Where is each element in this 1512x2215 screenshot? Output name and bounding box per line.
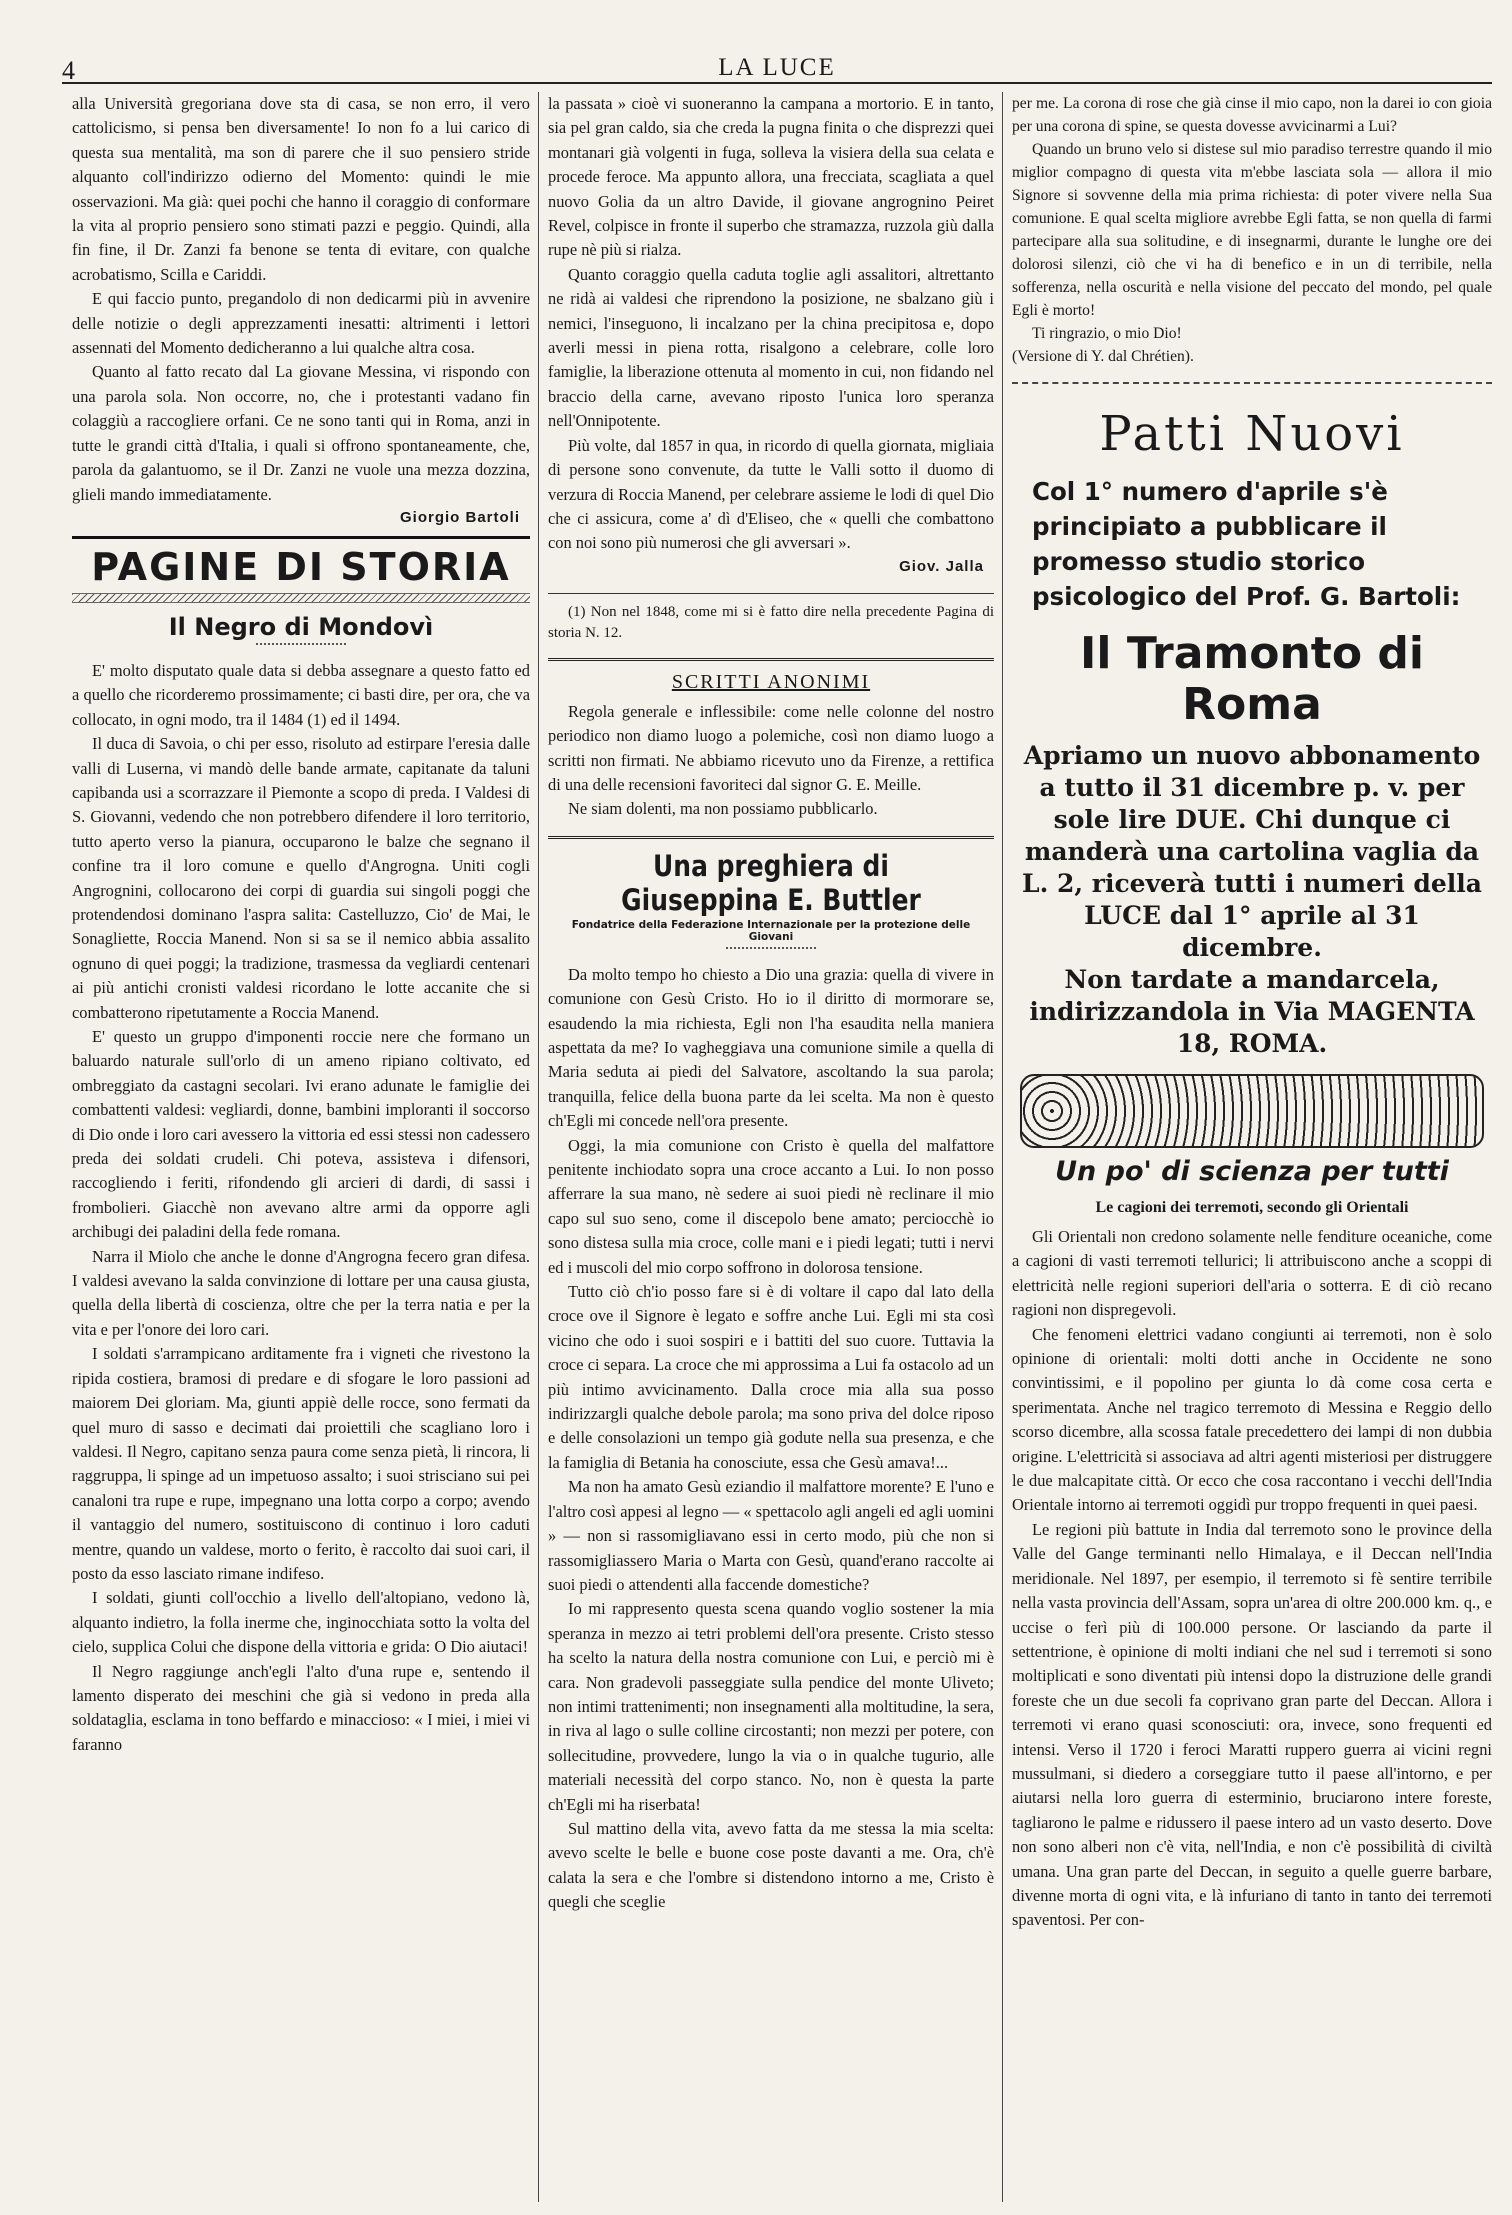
signature: Giorgio Bartoli <box>400 508 520 526</box>
section-rule <box>1012 382 1492 384</box>
paragraph: Oggi, la mia comunione con Cristo è quella del malfattore penitente inchiodato sopra una croce accanto a Lui. Io non posso afferrare la sua mano, nè sedere ai suoi piedi nè reclinare il mio capo sul suo seno, come il discepolo bene amato; perciocchè io sono distesa sulla mia croce, colle mani e i piedi legati; tutti i nervi ed i muscoli del mio corpo soffrono in dolorosa tensione. <box>548 1135 994 1277</box>
section-title: SCRITTI ANONIMI <box>671 670 871 693</box>
paragraph: (Versione di Y. dal Chrétien). <box>1012 348 1194 365</box>
paragraph: Il duca di Savoia, o chi per esso, risoluto ad estirpare l'eresia dalle valli di Luserna, vi mandò delle bande armate, capitanate da taluni capibanda usi a scorrazzare il Piemonte a scopo di preda. I Valdesi di S. Giovanni, vedendo che non potrebbero difendere il loro territorio, tutto aperto verso la pianura, occuparono le balze che segnano il confine tra il loro comune e quello d'Angrogna. Uniti cogli Angrognini, collocarono dei corpi di guardia sui singoli poggi che protendendosi dominano l'aspra salita: Castelluzzo, Cio' de Mai, le Sonagliette, Roccia Manend. Non si sa se il nemico abbia assalito ognuno di quei poggi; la tradizione, trasmessa da vegliardi centenari ai più antichi cronisti valdesi ricordano le lotte accanite che si combatterono ripetutamente a Roccia Manend. <box>72 734 530 1022</box>
paragraph: Regola generale e inflessibile: come nelle colonne del nostro periodico non diamo luogo a polemiche, così non diamo luogo a scritti non firmati. Ne abbiamo ricevuto uno da Firenze, a rettifica di una delle recensioni favoriteci dal signor G. E. Meille. <box>548 701 994 794</box>
notice-title: Patti Nuovi <box>1099 406 1405 462</box>
paragraph: Tutto ciò ch'io posso fare si è di voltare il capo dal lato della croce ove il Signore è legato e soffre anche Lui. Egli mi sta così vicino che odo i suoi sospiri e i battiti del suo cuore. Tuttavia la croce ci separa. La croce che mi approssima a Lui fa ostacolo ad un più intimo avvicinamento. Dalla croce mia alla sua posso indirizzargli qualche debole parola; ma sono priva del dolce riposo e delle consolazioni un tempo già godute nella sua presenza, e che la famiglia di Betania ha conosciute, essa che Gesù amava!... <box>548 1282 994 1472</box>
paragraph: I soldati, giunti coll'occhio a livello dell'altopiano, vedono là, alquanto indietro, la folla inerme che, inginocchiata sotto la volta del cielo, supplica Colui che dispone della vittoria e grida: O Dio aiutaci! <box>72 1588 530 1657</box>
paragraph: la passata » cioè vi suoneranno la campana a mortorio. E in tanto, sia pel gran caldo, sia che creda la pugna finita o che disprezzi quei montanari già volgenti in fuga, solleva la visiera della sua celata e procede feroce. Ma appunto allora, una frecciata, scagliata a quel nuovo Golia da un altro Davide, il giovane angrognino Peiret Revel, colpisce in fronte il superbo che stramazza, ruzzola giù dalla rupe nè più si rialza. <box>548 94 994 260</box>
paragraph: Da molto tempo ho chiesto a Dio una grazia: quella di vivere in comunione con Gesù Cristo. Ho io il diritto di mormorare se, esaudendo la mia richiesta, Egli non l'ha esaudita nella maniera aspettata da me? Io vagheggiava una comunione simile a quella di Maria seduta ai piedi del Salvatore, ascoltando la sua parola; tranquilla, felice della buona parte da lei scelta. Ma non è questo ch'Egli mi concede nell'ora presente. <box>548 964 994 1131</box>
paragraph: E qui faccio punto, pregandolo di non dedicarmi più in avvenire delle notizie o degli apprezzamenti inesatti: altrimenti i lettori assennati del Momento dedicheranno a lui qualche altra cosa. <box>72 289 530 358</box>
paragraph: Quanto coraggio quella caduta toglie agli assalitori, altrettanto ne ridà ai valdesi che riprendono la posizione, ne sbalzano giù i nemici, l'inseguono, li incalzano per la china precipitosa e, dopo averli messi in piena rotta, risalgono a celebrare, colle loro famiglie, la liberazione ottenuta al momento in cui, non fidando nel braccio della carne, avevano riposto l'unica loro speranza nell'Onnipotente. <box>548 264 994 431</box>
decorative-rule <box>72 593 530 603</box>
decorative-rule <box>726 947 816 949</box>
signature: Giov. Jalla <box>899 557 984 575</box>
paragraph: Quando un bruno velo si distese sul mio paradiso terrestre quando il mio miglior compagno di questa vita m'ebbe lasciata sola — allora il mio Signore si sovvenne della mia prima richiesta: di poter vivere nella Sua comunione. E qual scelta migliore avrebbe Egli fatta, se non quella di farmi partecipare alla sua solitudine, e di insegnarmi, durante le lunghe ore dei dolorosi silenzi, ciò che vi ha di benefico e in un di terribile, nella sofferenza, nella oscurità e nella visione del peccato del mondo, pel quale Egli è morto! <box>1012 141 1492 319</box>
page-number: 4 <box>62 56 75 85</box>
paragraph: I soldati s'arrampicano arditamente fra i vigneti che rivestono la ripida costiera, bramosi di predare e di sfogare le loro passioni ad maiorem Dei gloriam. Ma, giunti appiè delle rocce, sono fermati da quel muro di sasso e decimati dai proiettili che scagliano loro i valdesi. Il Negro, capitano senza paura come senza pietà, li rincora, li raggruppa, li spinge ad un impetuoso assalto; i suoi strisciano sui pei canaloni tra rupe e rupe, impegnano una lotta corpo a corpo; avendo il vantaggio del numero, sostituiscono di continuo i loro caduti mentre, quando un valdese, morto o ferito, è raccolto dai suoi cari, il posto da esso lasciato rimane indifeso. <box>72 1344 530 1583</box>
column-2 <box>548 92 994 2192</box>
paragraph: alla Università gregoriana dove sta di casa, se non erro, il vero cattolicismo, si pensa ben diversamente! Io non fo a lui carico di questa sua mentalità, ma son di parere che il suo pensiero stride alquanto coll'indirizzo odierno del Momento: quindi le mie osservazioni. Ma già: quei pochi che hanno il coraggio di conformare la vita al proprio pensiero sono stimati pazzi e peggio. Quindi, alla fin fine, il Dr. Zanzi fa benone se tenta di evitare, con qualche acrobatismo, Scilla e Cariddi. <box>72 94 530 284</box>
paragraph: Narra il Miolo che anche le donne d'Angrogna fecero gran difesa. I valdesi avevano la salda convinzione di lottare per una causa giusta, quella della libertà di coscienza, oltre che per la terra natia e per la vita e per l'onore dei loro cari. <box>72 1246 530 1339</box>
decorative-rule <box>256 643 346 645</box>
paragraph: Sul mattino della vita, avevo fatta da me stessa la mia scelta: avevo scelte le belle e buone cose poste davanti a me. Ora, ch'è calata la sera e che l'ombre si distendono intorno a me, Cristo è quegli che sceglie <box>548 1818 994 1912</box>
book-title: Il Tramonto di Roma <box>1080 628 1424 730</box>
column-3 <box>1012 92 1492 2192</box>
section-title: Un po' di scienza per tutti <box>1055 1156 1449 1187</box>
section-title: PAGINE DI STORIA <box>91 544 511 589</box>
paragraph: Che fenomeni elettrici vadano congiunti ai terremoti, non è solo opinione di orientali: molti dotti anche in Occidente ne sono convintissimi, e il popolino per giunta lo dà come cosa certa e sperimentata. Anche nel tragico terremoto di Messina e Reggio dello scorso dicembre, alla scossa fatale precedettero dei lampi di non dubbia origine. L'elettricità si associava ad altri agenti misteriosi per distruggere le due malcapitate città. Or ecco che cosa raccontano i vecchi dell'India Orientale intorno ai terremoti oggidì pur troppo frequenti in quei paesi. <box>1012 1324 1492 1515</box>
paragraph: Ne siam dolenti, ma non possiamo pubblicarlo. <box>568 799 878 819</box>
paragraph: per me. La corona di rose che già cinse il mio capo, non la darei io con gioia per una corona di spine, se questa dovesse avvicinarmi a Lui? <box>1012 95 1492 135</box>
column-divider <box>1002 92 1003 2202</box>
header-rule <box>62 82 1492 84</box>
section-rule <box>72 536 530 539</box>
subscription-offer: Apriamo un nuovo abbonamento a tutto il 31 dicembre p. v. per sole lire DUE. Chi dunque ci manderà una cartolina vaglia da L. 2, riceverà tutti i numeri della LUCE dal 1° aprile al 31 dicembre. <box>1022 741 1482 962</box>
paragraph: Più volte, dal 1857 in qua, in ricordo di quella giornata, migliaia di persone sono convenute, da tutte le Valli sotto il duomo di verzura di Roccia Manend, per celebrare assieme le lodi di quel Dio che ci assicura, come a' dì d'Eliseo, che « quelli che combattono con noi sono più numerosi che gli avversari ». <box>548 435 994 553</box>
footnote-rule <box>548 593 994 594</box>
notice-text: Col 1° numero d'aprile s'è principiato a pubblicare il promesso studio storico psicologico del Prof. G. Bartoli: <box>1032 477 1461 611</box>
column-1 <box>72 92 530 2192</box>
paragraph: Ti ringrazio, o mio Dio! <box>1032 325 1182 342</box>
paragraph: Io mi rappresento questa scena quando voglio sostener la mia speranza in mezzo ai tetri problemi dell'ora presente. Cristo stesso ha scelto la natura della nostra comunione con Lui, e perciò mi è cara. Non gradevoli passeggiate sulla pendice del monte Uliveto; non intimi trattenimenti; non insegnamenti alla moltitudine, la sera, in riva al lago o sulle colline circostanti; non mezzi per potere, con sollecitudine, provvedere, lungo la via o in qualche tugurio, alle materiali necessità del corpo stanco. No, non è questa la parte ch'Egli mi ha riserbata! <box>548 1599 994 1814</box>
section-rule <box>548 658 994 661</box>
article-title: Una preghiera di Giuseppina E. Buttler <box>621 848 921 917</box>
paragraph: E' molto disputato quale data si debba assegnare a questo fatto ed a quello che ricorderemo prossimamente; ci basti dire, per ora, che va collocato, in ogni modo, tra il 1484 (1) ed il 1494. <box>72 660 530 729</box>
paragraph: E' questo un gruppo d'imponenti roccie nere che formano un baluardo naturale sull'orlo di un ameno ripiano coltivato, ed ombreggiato da castagni secolari. Ivi erano adunate le famiglie dei combattenti valdesi: vegliardi, donne, bambini imploranti il soccorso di Dio onde i loro cari avessero la vittoria ed essi stessi non cadessero preda dei soldati crudeli. Chi poteva, assisteva i difensori, raccogliendo i feriti, rifondendo gli arcieri di dardi, di sassi i frombolieri. Giacchè non avevano altre armi da opporre agli archibugi dei paladini della fede romana. <box>72 1027 530 1242</box>
column-divider <box>538 92 539 2202</box>
ornament-banner <box>1020 1074 1484 1148</box>
footnote: (1) Non nel 1848, come mi si è fatto dire nella precedente Pagina di storia N. 12. <box>548 603 994 641</box>
masthead: LA LUCE <box>718 54 836 81</box>
paragraph: Ma non ha amato Gesù eziandio il malfattore morente? E l'uno e l'altro così appesi al legno — « spettacolo agli angeli ed agli uomini » — non si rassomigliavano essi in certo modo, più che non si rassomigliassero Maria o Marta con Gesù, quand'erano raccolte ai suoi piedi o attendenti alla faccende domestiche? <box>548 1477 994 1594</box>
paragraph: Gli Orientali non credono solamente nelle fenditure oceaniche, come a cagioni di vasti terremoti tellurici; li attribuiscono anche a scoppi di elettricità nelle regioni superiori dell'aria o sotterra. E di ciò recano ragioni non dispregevoli. <box>1012 1227 1492 1320</box>
article-subtitle: Fondatrice della Federazione Internazionale per la protezione delle Giovani <box>571 918 971 943</box>
paragraph: Le regioni più battute in India dal terremoto sono le province della Valle del Gange terminanti nello Himalaya, e il Deccan nell'India meridionale. Nel 1897, per esempio, il terremoto si fè sentire terribile nella vasta provincia dell'Assam, sopra un'area di oltre 200.000 km. q., e uccise o ferì più di 100.000 persone. Or lasciando da parte il settentrione, è opinione di molti indiani che nel sud i terremoti si sono moltiplicati e sono diventati più intensi dopo la distruzione delle grandi foreste che un due secoli fa coprivano gran parte del Deccan. Allora i terremoti vi erano quasi sconosciuti: ora, invece, sono frequenti ed intensi. Verso il 1720 i feroci Maratti ruppero guerra ai vicini regni mussulmani, si diedero a corseggiare tutto il paese all'intorno, e per aiutarsi nella loro guerra di esterminio, bruciarono intere foreste, tagliarono le palme e ridussero il paese intero ad un vasto deserto. Dove non sono alberi non c'è vita, nell'India, e non c'è possibilità di civiltà umana. Una gran parte del Deccan, in seguito a quelle guerre barbare, divenne morta di ogni vita, e là infuriano di tanto in tanto dei terremoti spaventosi. Per con- <box>1012 1519 1492 1930</box>
page-header <box>62 48 1492 84</box>
paragraph: Quanto al fatto recato dal La giovane Messina, vi rispondo con una parola sola. Non occorre, no, che i protestanti vadano fin colaggiù a raccogliere orfani. Ce ne sono tanti qui in Roma, anzi in tutte le grandi città d'Italia, i quali si offrono spontaneamente, che, parola da galantuomo, se il Dr. Zanzi ne vuole una mezza dozzina, glieli mando immediatamente. <box>72 362 530 504</box>
article-title: Il Negro di Mondovì <box>168 612 434 641</box>
paragraph: Il Negro raggiunge anch'egli l'alto d'una rupe e, sentendo il lamento disperato dei meschini che già si vedono in preda alla soldataglia, esclama in tono beffardo e minaccioso: « I miei, i miei vi faranno <box>72 1661 530 1754</box>
section-rule <box>548 836 994 839</box>
article-title: Le cagioni dei terremoti, secondo gli Orientali <box>1095 1199 1409 1216</box>
subscription-address: Non tardate a mandarcela, indirizzandola in Via MAGENTA 18, ROMA. <box>1029 965 1475 1058</box>
